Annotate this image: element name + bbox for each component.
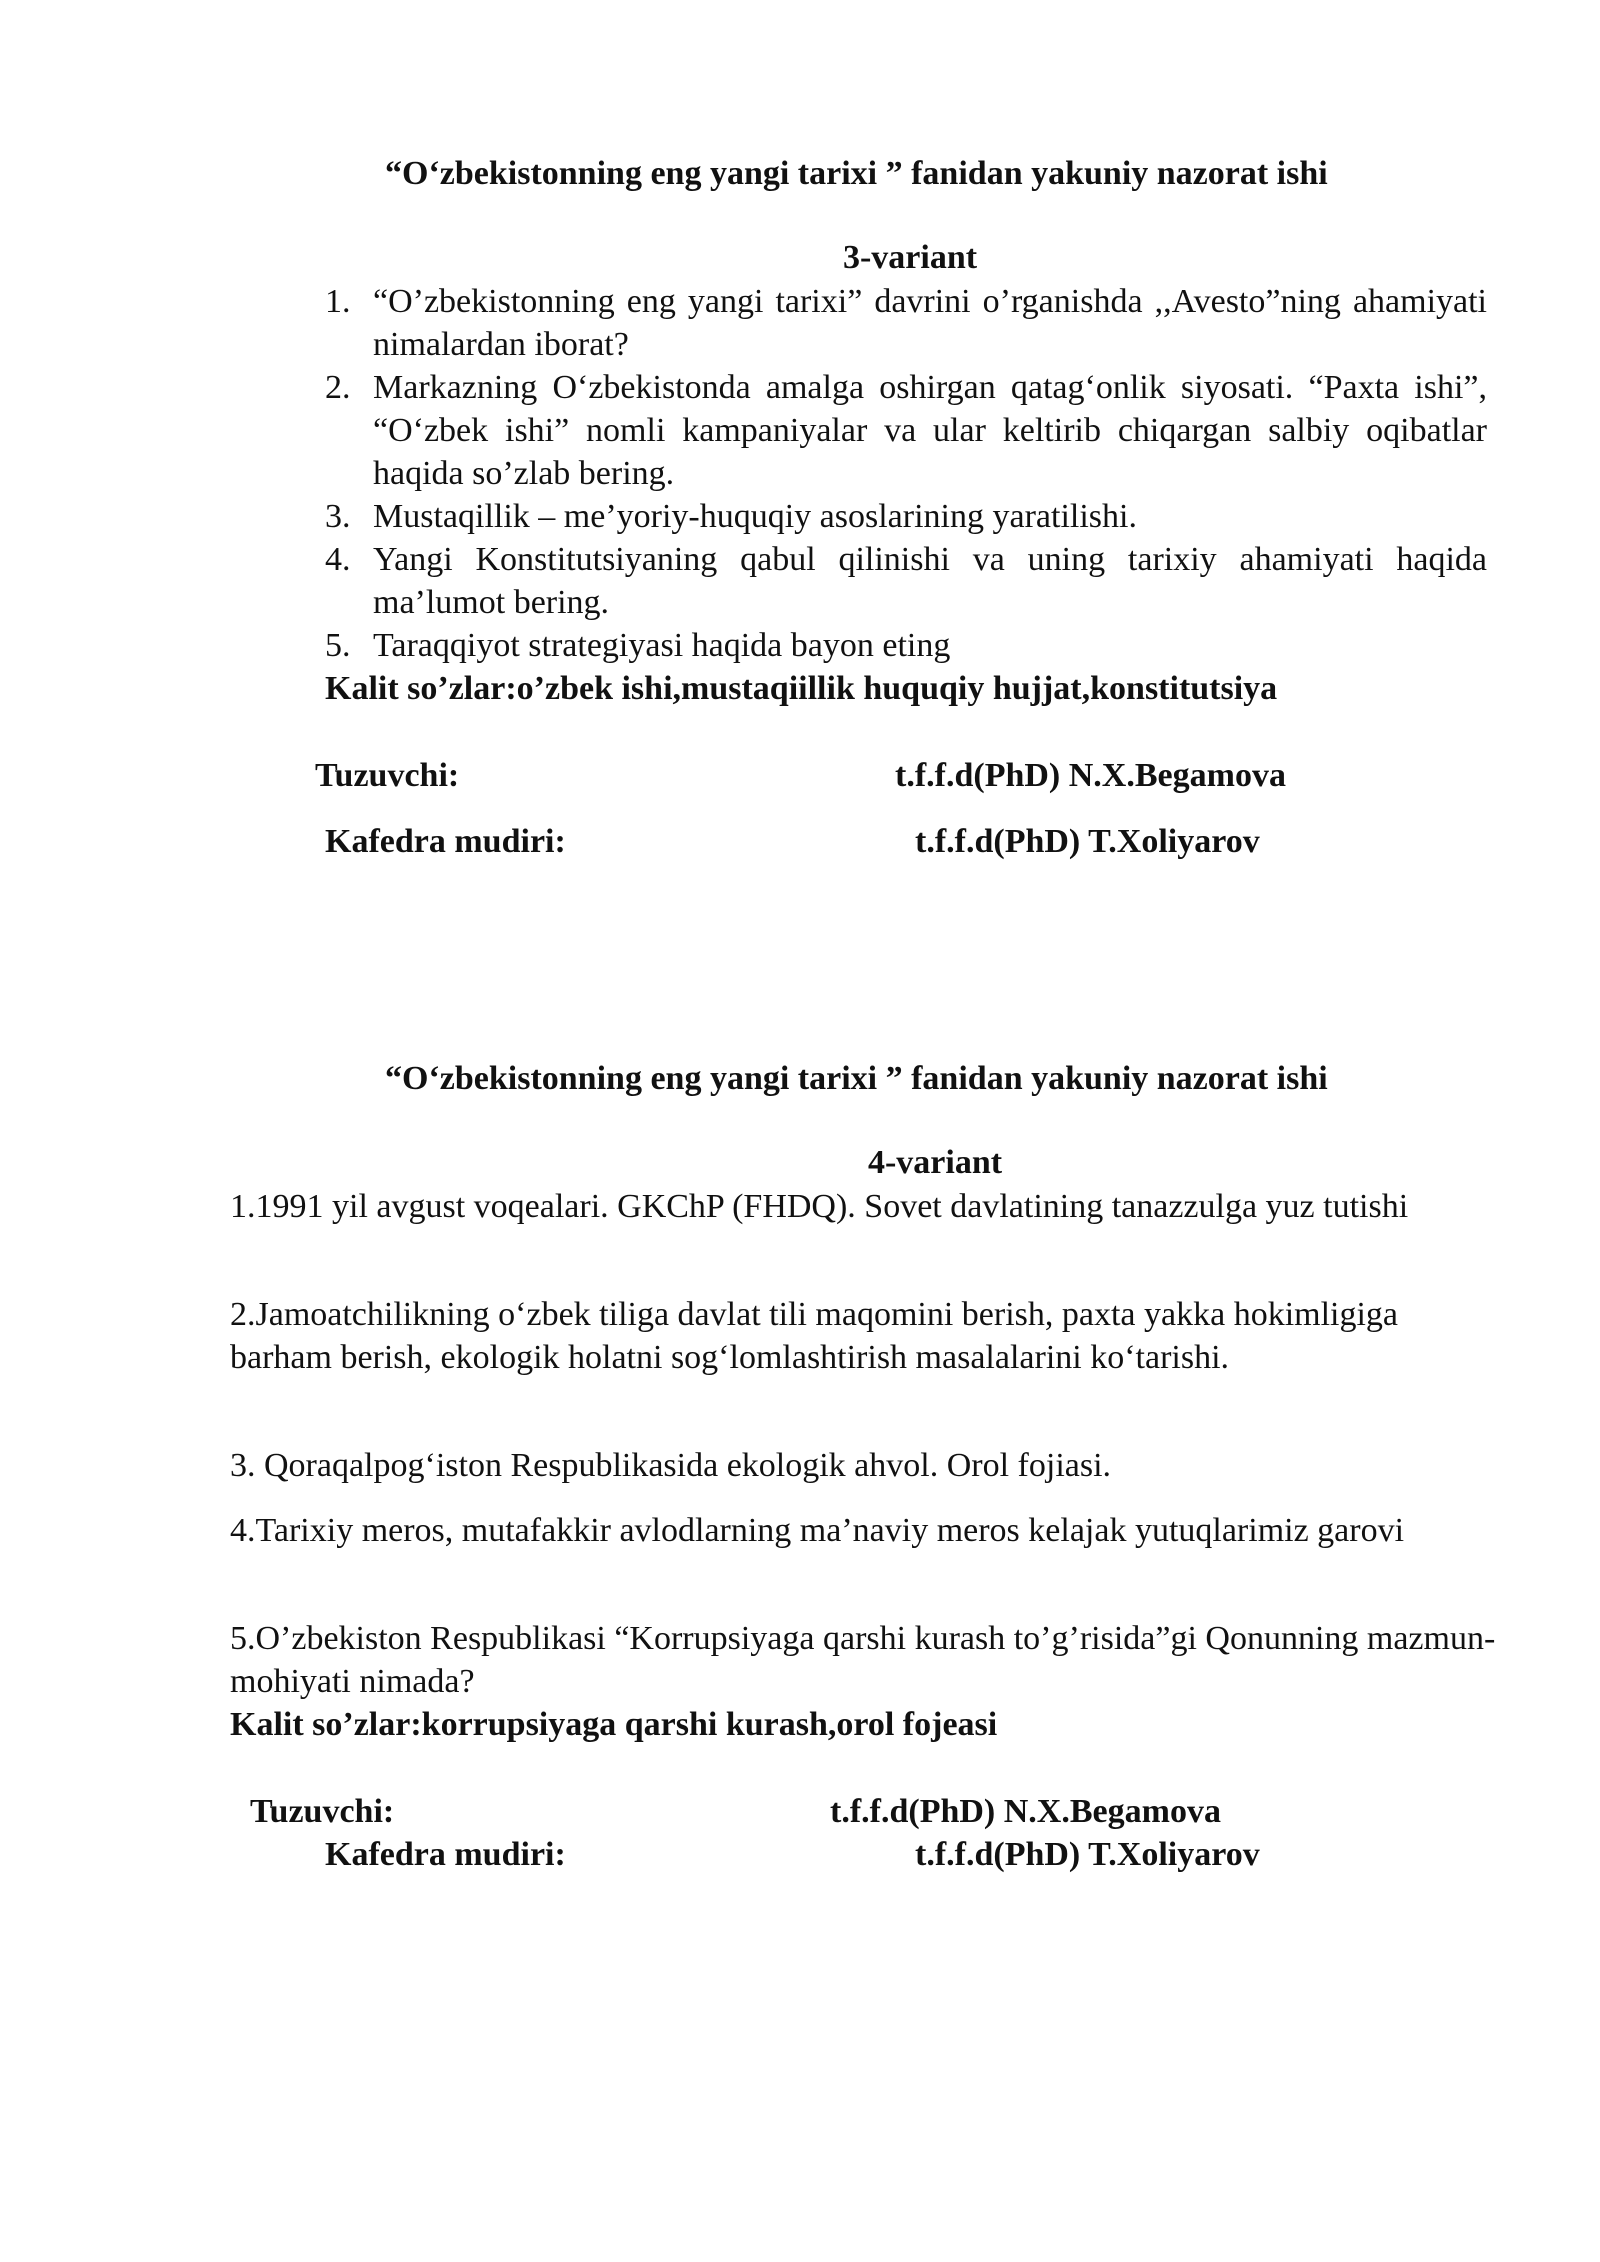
question-2: 2.Jamoatchilikning o‘zbek tiliga davlat tili maqomini berish, paxta yakka hokimligiga barham berish, ekologik holatni sog‘lomlashtirish masalalarini ko‘tarishi. xyxy=(230,1296,1399,1376)
question-text: Taraqqiyot strategiyasi haqida bayon eting xyxy=(373,627,951,664)
question-3 xyxy=(325,495,1487,538)
question-number: 2. xyxy=(325,369,351,406)
question-text: Mustaqillik – me’yoriy-huquqiy asoslarining yaratilishi. xyxy=(373,498,1137,535)
question-5: 5.O’zbekiston Respublikasi “Korrupsiyaga qarshi kurash to’g’risida”gi Qonunning mazmun-mohiyati nimada? xyxy=(230,1620,1496,1700)
question-2 xyxy=(325,366,1487,495)
question-number: 3. xyxy=(325,498,351,535)
variant-4-compiler-label: Tuzuvchi: xyxy=(250,1793,395,1830)
variant-4-compiler-name: t.f.f.d(PhD) N.X.Begamova xyxy=(830,1793,1221,1830)
question-4: 4.Tarixiy meros, mutafakkir avlodlarning ma’naviy meros kelajak yutuqlarimiz garovi xyxy=(230,1512,1405,1549)
question-5 xyxy=(325,624,1487,667)
question-text: Yangi Konstitutsiyaning qabul qilinishi va uning tarixiy ahamiyati haqida ma’lumot bering. xyxy=(373,541,1487,621)
variant-3-keywords: Kalit so’zlar:o’zbek ishi,mustaqiillik huquqiy hujjat,konstitutsiya xyxy=(325,670,1278,707)
variant-3-compiler-name: t.f.f.d(PhD) N.X.Begamova xyxy=(895,757,1286,794)
variant-4-head-name: t.f.f.d(PhD) T.Xoliyarov xyxy=(915,1836,1260,1873)
variant-3-title: “O‘zbekistonning eng yangi tarixi ” fanidan yakuniy nazorat ishi xyxy=(385,155,1328,192)
question-number: 4. xyxy=(325,541,351,578)
question-3: 3. Qoraqalpog‘iston Respublikasida ekologik ahvol. Orol fojiasi. xyxy=(230,1447,1112,1484)
variant-3-head-label: Kafedra mudiri: xyxy=(325,823,566,860)
question-1 xyxy=(325,280,1487,366)
question-1: 1.1991 yil avgust voqealari. GKChP (FHDQ). Sovet davlatining tanazzulga yuz tutishi xyxy=(230,1188,1409,1225)
question-4 xyxy=(325,538,1487,624)
question-number: 1. xyxy=(325,283,351,320)
variant-4-keywords: Kalit so’zlar:korrupsiyaga qarshi kurash,orol fojeasi xyxy=(230,1706,998,1743)
question-text: “O’zbekistonning eng yangi tarixi” davrini o’rganishda ,,Avesto”ning ahamiyati nimalardan iborat? xyxy=(373,283,1487,363)
variant-4-title: “O‘zbekistonning eng yangi tarixi ” fanidan yakuniy nazorat ishi xyxy=(385,1060,1328,1097)
variant-3-compiler-label: Tuzuvchi: xyxy=(315,757,460,794)
question-text: Markazning O‘zbekistonda amalga oshirgan qatag‘onlik siyosati. “Paxta ishi”, “O‘zbek ishi” nomli kampaniyalar va ular keltirib chiqargan salbiy oqibatlar haqida so’zlab bering. xyxy=(373,369,1487,492)
variant-3-label: 3-variant xyxy=(842,239,978,276)
variant-3-head-name: t.f.f.d(PhD) T.Xoliyarov xyxy=(915,823,1260,860)
variant-4-head-label: Kafedra mudiri: xyxy=(325,1836,566,1873)
question-number: 5. xyxy=(325,627,351,664)
variant-4-label: 4-variant xyxy=(867,1144,1003,1181)
